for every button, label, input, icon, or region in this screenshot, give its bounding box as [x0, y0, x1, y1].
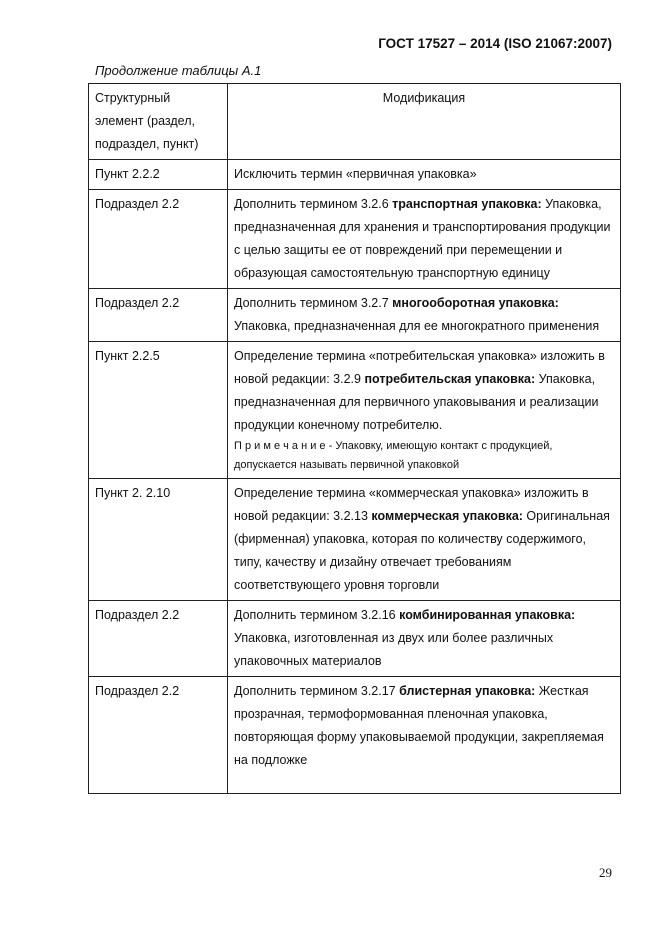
table-row: [89, 479, 621, 601]
row-modification: [228, 479, 621, 601]
note-text: - Упаковку, имеющую контакт с продукцией, допускается называть первичной упаковкой: [234, 440, 553, 471]
document-header: ГОСТ 17527 – 2014 (ISO 21067:2007): [378, 36, 612, 51]
row-modification: [228, 677, 621, 794]
column-header-modification: Модификация: [228, 84, 621, 160]
term-definition: Жесткая прозрачная, термоформованная пленочная упаковка, повторяющая форму упаковываемой продукции, закрепляемая на подложке: [234, 684, 604, 767]
note-label: П р и м е ч а н и е: [234, 440, 326, 452]
table-header-row: [89, 84, 621, 160]
row-element: Подраздел 2.2: [89, 190, 228, 289]
term-name: блистерная упаковка:: [399, 684, 536, 698]
table-row: [89, 342, 621, 479]
row-modification: [228, 190, 621, 289]
row-modification: [228, 601, 621, 677]
term-name: потребительская упаковка:: [364, 372, 536, 386]
row-element: Пункт 2.2.5: [89, 342, 228, 479]
term-definition: Упаковка, изготовленная из двух или более различных упаковочных материалов: [234, 631, 554, 668]
term-name: транспортная упаковка:: [392, 197, 542, 211]
modification-intro: Определение термина «потребительская упаковка» изложить в новой редакции: 3.2.9: [234, 349, 605, 386]
page-number: 29: [599, 865, 612, 880]
term-name: комбинированная упаковка:: [399, 608, 576, 622]
modification-intro: Дополнить термином 3.2.7: [234, 296, 393, 310]
term-definition: Упаковка, предназначенная для первичного упаковывания и реализации продукции конечному потребителю.: [234, 372, 599, 432]
row-modification: [228, 289, 621, 342]
modification-intro: Дополнить термином 3.2.6: [234, 197, 393, 211]
row-element: Пункт 2. 2.10: [89, 479, 228, 601]
term-definition: Упаковка, предназначенная для хранения и транспортирования продукции с целью защиты ее от повреждений при перемещении и образующая самостоятельную транспортную единицу: [234, 197, 611, 280]
table-row: [89, 160, 621, 190]
modification-intro: Дополнить термином 3.2.17: [234, 684, 400, 698]
row-element: Пункт 2.2.2: [89, 160, 228, 190]
table-row: [89, 289, 621, 342]
table-row: [89, 190, 621, 289]
row-element: Подраздел 2.2: [89, 601, 228, 677]
column-header-element: Структурный элемент (раздел, подраздел, пункт): [89, 84, 228, 160]
row-element: Подраздел 2.2: [89, 289, 228, 342]
term-definition: Оригинальная (фирменная) упаковка, которая по количеству содержимого, типу, качеству и дизайну отвечает требованиям соответствующего уровня торговли: [234, 509, 610, 592]
term-name: коммерческая упаковка:: [371, 509, 523, 523]
row-element: Подраздел 2.2: [89, 677, 228, 794]
row-modification: Исключить термин «первичная упаковка»: [228, 160, 621, 190]
table-row: [89, 601, 621, 677]
modification-table: [88, 83, 621, 794]
row-modification: [228, 342, 621, 479]
term-definition: Упаковка, предназначенная для ее многократного применения: [234, 319, 600, 333]
modification-intro: Определение термина «коммерческая упаковка» изложить в новой редакции: 3.2.13: [234, 486, 589, 523]
table-caption: Продолжение таблицы А.1: [95, 63, 262, 78]
note: [234, 437, 614, 475]
term-name: многооборотная упаковка:: [392, 296, 559, 310]
table-row: [89, 677, 621, 794]
modification-intro: Дополнить термином 3.2.16: [234, 608, 400, 622]
